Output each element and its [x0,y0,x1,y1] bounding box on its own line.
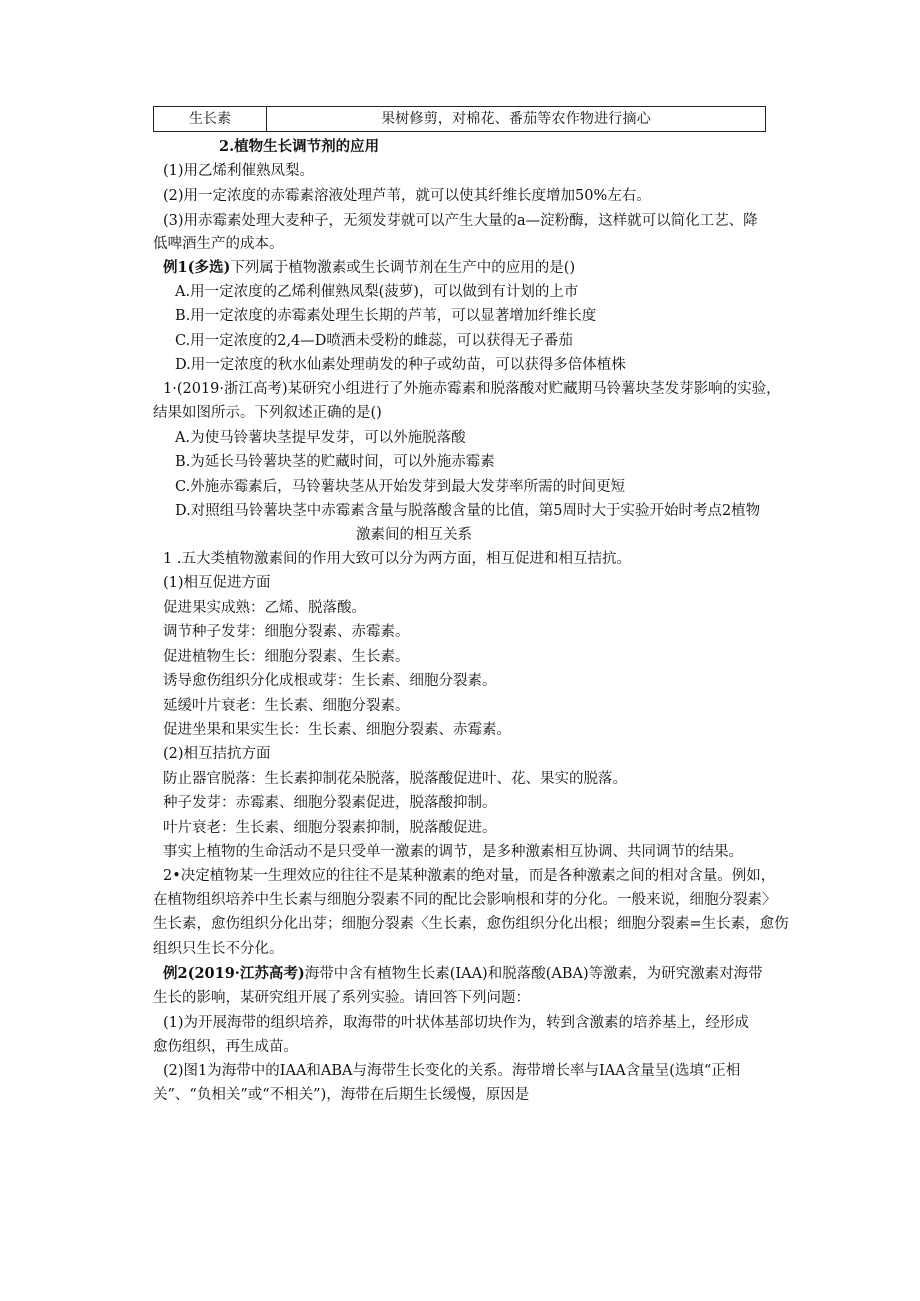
table-row [153,106,766,132]
example2-stem: 生长的影响，某研究组开展了系列实验。请回答下列问题： [153,990,530,1006]
list-item: 调节种子发芽：细胞分裂素、赤霉素。 [163,624,410,640]
example1-option: B.用一定浓度的赤霉素处理生长期的芦苇，可以显著增加纤维长度 [175,308,597,324]
paragraph: 组织只生长不分化。 [153,941,284,957]
list-item: 防止器官脱落：生长素抑制花朵脱落，脱落酸促进叶、花、果实的脱落。 [163,771,627,787]
example2-subquestion: (1)为开展海带的组织培养，取海带的叶状体基部切块作为，转到含激素的培养基上，经形成 [163,1015,750,1031]
list-item: 延缓叶片衰老：生长素、细胞分裂素。 [163,698,410,714]
section-item: 低啤酒生产的成本。 [153,236,284,252]
section-title: 2.植物生长调节剂的应用 [219,138,380,155]
example1-question [163,258,575,278]
paragraph: 生长素，愈伤组织分化出芽；细胞分裂素〈生长素，愈伤组织分化出根；细胞分裂素=生长素，愈伤 [153,916,789,932]
list-item: 促进果实成熟：乙烯、脱落酸。 [163,600,366,616]
q1-option: B.为延长马铃薯块茎的贮藏时间，可以外施赤霉素 [175,454,495,470]
example1-option: A.用一定浓度的乙烯利催熟凤梨(菠萝)，可以做到有计划的上市 [175,284,579,300]
subsection-title: (2)相互拮抗方面 [163,746,271,762]
section-item: (3)用赤霉素处理大麦种子，无须发芽就可以产生大量的a—淀粉酶，这样就可以简化工艺、降 [163,213,758,229]
example2-stem [163,964,763,984]
example2-subquestion: (2)图1为海带中的IAA和ABA与海带生长变化的关系。海带增长率与IAA含量呈(选填“正相 [163,1063,741,1079]
q1-option: C.外施赤霉素后，马铃薯块茎从开始发芽到最大发芽率所需的时间更短 [175,479,626,495]
example2-text: 海带中含有植物生长素(IAA)和脱落酸(ABA)等激素，为研究激素对海带 [304,966,763,982]
q1-stem: 1·(2019·浙江高考)某研究小组进行了外施赤霉素和脱落酸对贮藏期马铃薯块茎发芽影响的实验， [163,381,781,397]
list-item: 叶片衰老：生长素、细胞分裂素抑制，脱落酸促进。 [163,820,497,836]
table-cell-application: 果树修剪，对棉花、番茄等农作物进行摘心 [381,111,651,127]
example1-text: 下列属于植物激素或生长调节剂在生产中的应用的是() [230,260,576,276]
relations-intro: 1 .五大类植物激素间的作用大致可以分为两方面，相互促进和相互拮抗。 [163,551,631,567]
q1-option: D.对照组马铃薯块茎中赤霉素含量与脱落酸含量的比值，第5周时大于实验开始时考点2植物 [175,503,761,519]
section-heading: 激素间的相互关系 [356,527,472,543]
paragraph: 事实上植物的生命活动不是只受单一激素的调节，是多种激素相互协调、共同调节的结果。 [163,844,743,860]
section-item: (1)用乙烯利催熟凤梨。 [163,163,315,179]
paragraph: 在植物组织培养中生长素与细胞分裂素不同的配比会影响根和芽的分化。一般来说，细胞分裂素〉 [153,892,777,908]
paragraph: 2•决定植物某一生理效应的往往不是某种激素的绝对量，而是各种激素之间的相对含量。例如， [163,868,776,884]
list-item: 促进坐果和果实生长：生长素、细胞分裂素、赤霉素。 [163,722,511,738]
example1-label: 例1(多选) [163,259,231,276]
example2-label: 例2(2019·江苏高考) [163,965,305,982]
q1-stem: 结果如图所示。下列叙述正确的是() [153,405,382,421]
example2-subquestion: 关”、“负相关”或“不相关”)，海带在后期生长缓慢，原因是 [153,1087,530,1103]
example1-option: C.用一定浓度的2,4—D喷洒未受粉的雌蕊，可以获得无子番茄 [175,333,573,349]
list-item: 促进植物生长：细胞分裂素、生长素。 [163,649,410,665]
list-item: 诱导愈伤组织分化成根或芽：生长素、细胞分裂素。 [163,673,497,689]
example1-option: D.用一定浓度的秋水仙素处理萌发的种子或幼苗，可以获得多倍体植株 [175,357,626,373]
table-cell-hormone: 生长素 [154,107,267,131]
list-item: 种子发芽：赤霉素、细胞分裂素促进，脱落酸抑制。 [163,795,497,811]
subsection-title: (1)相互促进方面 [163,575,271,591]
example2-subquestion: 愈伤组织，再生成苗。 [153,1039,298,1055]
section-item: (2)用一定浓度的赤霉素溶液处理芦苇，就可以使其纤维长度增加50%左右。 [163,188,651,204]
q1-option: A.为使马铃薯块茎提早发芽，可以外施脱落酸 [175,430,466,446]
